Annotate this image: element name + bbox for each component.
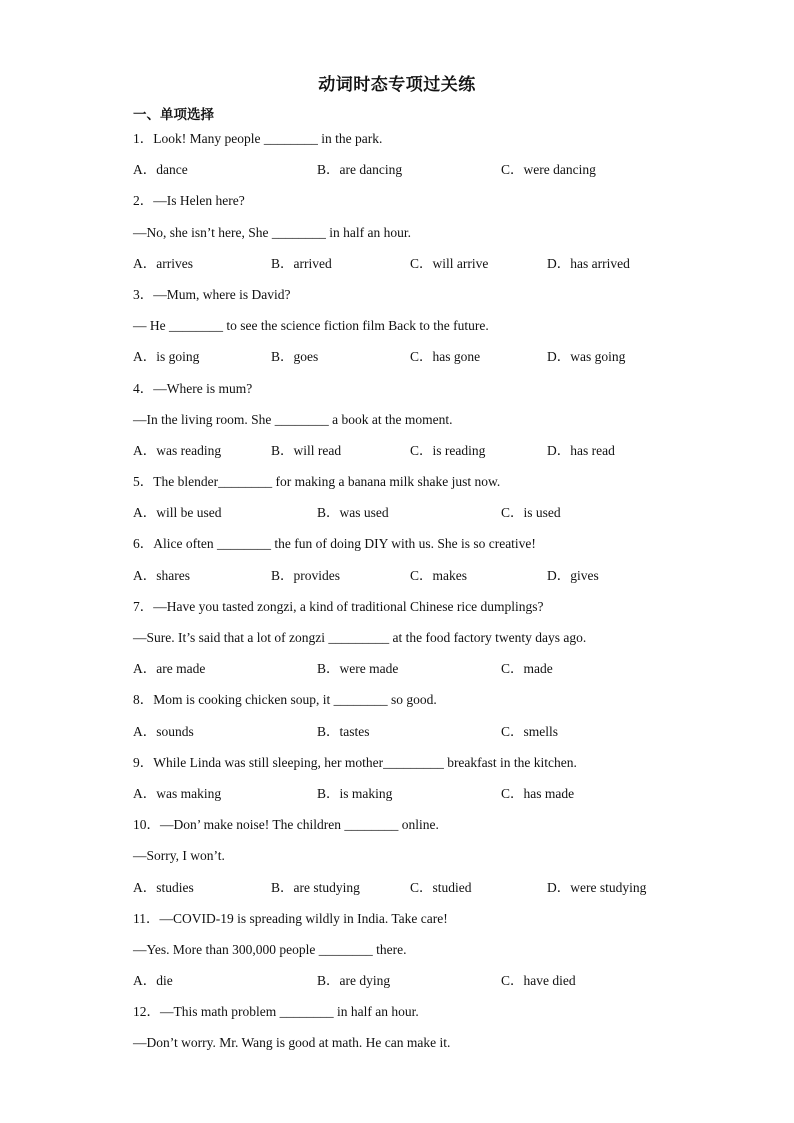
answer-option: B．was used [317, 505, 389, 521]
answer-option: A．will be used [133, 505, 222, 521]
question-item [133, 691, 733, 753]
answer-option: A．arrives [133, 255, 193, 271]
question-item [133, 286, 733, 380]
answer-option: B．are studying [271, 879, 360, 895]
question-item [133, 754, 733, 816]
question-stem: 11．—COVID-19 is spreading wildly in India. Take care! [133, 910, 448, 926]
question-item [133, 1003, 733, 1065]
answer-option: A．sounds [133, 723, 194, 739]
question-item [133, 816, 733, 910]
answer-option: C．will arrive [410, 255, 489, 271]
options-row [133, 567, 733, 598]
section-heading: 一、单项选择 [133, 107, 214, 123]
answer-option: C．were dancing [501, 162, 596, 178]
question-dialogue-line: — He ________ to see the science fiction film Back to the future. [133, 318, 489, 334]
answer-option: C．has made [501, 785, 575, 801]
question-dialogue-line: —Yes. More than 300,000 people ________ there. [133, 941, 407, 957]
answer-option: B．goes [271, 349, 319, 365]
answer-option: B．arrived [271, 255, 332, 271]
question-stem: 2．—Is Helen here? [133, 193, 245, 209]
answer-option: A．shares [133, 567, 190, 583]
options-row [133, 660, 733, 691]
options-row [133, 255, 733, 286]
question-dialogue-line: —Don’t worry. Mr. Wang is good at math. He can make it. [133, 1035, 451, 1051]
answer-option: C．makes [410, 567, 467, 583]
question-dialogue-line: —Sure. It’s said that a lot of zongzi _________ at the food factory twenty days ago. [133, 630, 587, 645]
answer-option: C．made [501, 661, 553, 677]
answer-option: B．were made [317, 661, 399, 677]
options-row [133, 442, 733, 473]
answer-option: B．are dancing [317, 162, 403, 178]
question-list [133, 130, 733, 1066]
question-dialogue-line: —In the living room. She ________ a book at the moment. [133, 411, 453, 427]
answer-option: C．is used [501, 505, 561, 521]
answer-option: B．tastes [317, 723, 370, 739]
question-item [133, 535, 733, 597]
answer-option: C．has gone [410, 349, 481, 365]
answer-option: C．smells [501, 723, 559, 739]
answer-option: B．are dying [317, 973, 391, 989]
answer-option: A．die [133, 973, 173, 989]
options-row [133, 161, 733, 192]
question-stem: 9．While Linda was still sleeping, her mother_________ breakfast in the kitchen. [133, 754, 577, 770]
question-stem: 12．—This math problem ________ in half an hour. [133, 1004, 419, 1020]
answer-option: B．provides [271, 567, 340, 583]
answer-option: D．were studying [547, 879, 647, 895]
answer-option: A．dance [133, 162, 188, 178]
question-stem: 3．—Mum, where is David? [133, 286, 291, 302]
question-item [133, 130, 733, 192]
question-stem: 6．Alice often ________ the fun of doing DIY with us. She is so creative! [133, 536, 536, 552]
answer-option: C．is reading [410, 442, 486, 458]
answer-option: A．was making [133, 785, 222, 801]
question-stem: 7．—Have you tasted zongzi, a kind of traditional Chinese rice dumplings? [133, 598, 544, 614]
question-item [133, 473, 733, 535]
answer-option: D．gives [547, 567, 599, 583]
question-dialogue-line: —No, she isn’t here, She ________ in half an hour. [133, 224, 411, 240]
options-row [133, 723, 733, 754]
options-row [133, 348, 733, 379]
answer-option: D．has arrived [547, 255, 630, 271]
question-stem: 1．Look! Many people ________ in the park. [133, 131, 383, 146]
answer-option: B．will read [271, 442, 342, 458]
question-item [133, 910, 733, 1004]
answer-option: B．is making [317, 785, 393, 801]
question-item [133, 380, 733, 474]
options-row [133, 879, 733, 910]
answer-option: D．has read [547, 442, 615, 458]
question-stem: 4．—Where is mum? [133, 380, 253, 396]
answer-option: A．was reading [133, 442, 222, 458]
question-stem: 5．The blender________ for making a banana milk shake just now. [133, 474, 501, 490]
answer-option: C．have died [501, 973, 576, 989]
options-row [133, 785, 733, 816]
answer-option: A．studies [133, 879, 194, 895]
question-item [133, 598, 733, 692]
question-stem: 10．—Don’ make noise! The children ________ online. [133, 817, 439, 833]
answer-option: C．studied [410, 879, 472, 895]
options-row [133, 972, 733, 1003]
question-dialogue-line: —Sorry, I won’t. [133, 848, 225, 864]
options-row [133, 504, 733, 535]
answer-option: A．is going [133, 349, 200, 365]
answer-option: A．are made [133, 661, 206, 677]
answer-option: D．was going [547, 349, 626, 365]
question-stem: 8．Mom is cooking chicken soup, it ________ so good. [133, 692, 437, 708]
question-item [133, 192, 733, 286]
page-title: 动词时态专项过关练 [318, 75, 476, 95]
